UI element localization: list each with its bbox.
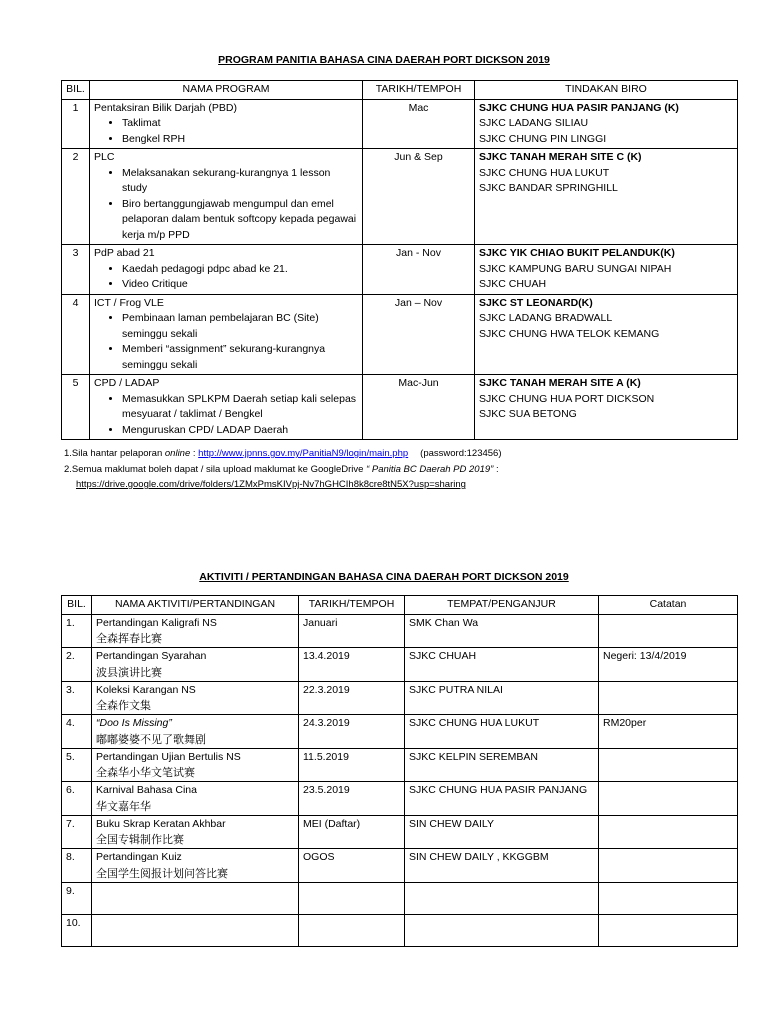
row-tempat: SJKC PUTRA NILAI	[405, 681, 599, 715]
row-nama	[92, 914, 299, 946]
table-row	[62, 748, 738, 782]
row-bil: 3	[62, 245, 90, 295]
row-nama	[92, 882, 299, 914]
biro-school: SJKC CHUNG PIN LINGGI	[479, 132, 607, 145]
row-biro	[475, 294, 738, 375]
row-biro	[475, 245, 738, 295]
activity-name-zh: 全森挥春比赛	[96, 632, 162, 645]
aktiviti-title: AKTIVITI / PERTANDINGAN BAHASA CINA DAERAH PORT DICKSON 2019	[199, 571, 569, 583]
biro-school: SJKC CHUNG HUA LUKUT	[479, 166, 610, 179]
table-row	[62, 294, 738, 375]
row-tempat: SJKC CHUNG HUA PASIR PANJANG	[405, 782, 599, 816]
row-tempat: SIN CHEW DAILY	[405, 815, 599, 849]
list-item: • Menguruskan CPD/ LADAP Daerah	[122, 423, 358, 439]
row-nama	[92, 849, 299, 883]
header-bil: BIL.	[62, 81, 90, 100]
row-program	[90, 99, 363, 149]
row-nama	[92, 648, 299, 682]
row-tempat: SJKC CHUAH	[405, 648, 599, 682]
activity-name-zh: 华文嘉年华	[96, 799, 151, 813]
row-bil: 6.	[62, 782, 92, 816]
notes	[64, 446, 502, 493]
program-name: Pentaksiran Bilik Darjah (PBD)	[94, 101, 237, 114]
note-2-text: 2.Semua maklumat boleh dapat / sila upload maklumat ke GoogleDrive	[64, 463, 367, 475]
note-1-colon: :	[190, 448, 199, 459]
table-row	[62, 715, 738, 749]
header-tempat: TEMPAT/PENGANJUR	[405, 596, 599, 615]
note-1	[64, 446, 502, 462]
row-tarikh: Januari	[299, 614, 405, 648]
row-catatan: RM20per	[599, 715, 738, 749]
list-item: • Taklimat	[122, 116, 358, 132]
activity-name: Pertandingan Syarahan	[96, 650, 207, 662]
biro-school: SJKC KAMPUNG BARU SUNGAI NIPAH	[479, 262, 672, 275]
row-biro	[475, 99, 738, 149]
aktiviti-table	[61, 595, 738, 947]
row-tempat	[405, 914, 599, 946]
table-row	[62, 782, 738, 816]
row-catatan	[599, 849, 738, 883]
list-item: • Bengkel RPH	[122, 132, 358, 148]
table-row	[62, 681, 738, 715]
row-tarikh: OGOS	[299, 849, 405, 883]
biro-school: SJKC TANAH MERAH SITE C (K)	[479, 151, 642, 163]
list-item: • Biro bertanggungjawab mengumpul dan emel pelaporan dalam bentuk softcopy kepada pegawai kerja m/p PPD	[122, 197, 358, 244]
drive-link[interactable]: https://drive.google.com/drive/folders/1ZMxPmsKIVpj-Nv7hGHCIh8k8cre8tN5X?usp=sharing	[76, 479, 466, 490]
row-nama	[92, 748, 299, 782]
header-tarikh: TARIKH/TEMPOH	[299, 596, 405, 615]
activity-name-zh: 全森作文集	[96, 699, 151, 712]
login-link[interactable]: http://www.jpnns.gov.my/PanitiaN9/login/main.php	[198, 448, 409, 459]
biro-school: SJKC CHUNG HUA PORT DICKSON	[479, 392, 655, 405]
row-tempat: SIN CHEW DAILY , KKGGBM	[405, 849, 599, 883]
row-bil: 4	[62, 294, 90, 375]
activity-name-zh: 嘟嘟婆婆不见了歌舞剧	[96, 732, 206, 746]
table-row	[62, 815, 738, 849]
biro-school: SJKC LADANG BRADWALL	[479, 312, 613, 324]
table-row	[62, 149, 738, 245]
table-row	[62, 99, 738, 149]
activity-name: Karnival Bahasa Cina	[96, 784, 197, 796]
header-catatan: Catatan	[599, 596, 738, 615]
row-tarikh	[299, 914, 405, 946]
row-bil: 1	[62, 99, 90, 149]
program-name: PdP abad 21	[94, 247, 155, 259]
note-2-drive-name: “ Panitia BC Daerah PD 2019”	[366, 463, 494, 475]
table-row	[62, 914, 738, 946]
program-bullets	[94, 166, 358, 244]
program-bullets	[94, 311, 358, 373]
row-tempat: SMK Chan Wa	[405, 614, 599, 648]
row-catatan	[599, 748, 738, 782]
activity-name: Pertandingan Kuiz	[96, 851, 182, 863]
row-tarikh: 11.5.2019	[299, 748, 405, 782]
program-bullets	[94, 116, 358, 147]
table-row	[62, 614, 738, 648]
table-row	[62, 648, 738, 682]
row-tarikh: 24.3.2019	[299, 715, 405, 749]
table-row	[62, 245, 738, 295]
row-program	[90, 375, 363, 440]
row-program	[90, 294, 363, 375]
biro-school: SJKC LADANG SILIAU	[479, 117, 589, 129]
list-item: • Melaksanakan sekurang-kurangnya 1 lesson study	[122, 166, 358, 197]
table-row	[62, 375, 738, 440]
activity-name-zh: 波县演讲比赛	[96, 665, 162, 679]
note-1-online: online	[164, 448, 191, 459]
biro-school: SJKC BANDAR SPRINGHILL	[479, 182, 618, 194]
biro-school: SJKC CHUNG HWA TELOK KEMANG	[479, 327, 660, 340]
note-1-text: 1.Sila hantar pelaporan	[64, 448, 165, 459]
row-bil: 3.	[62, 681, 92, 715]
list-item: • Memasukkan SPLKPM Daerah setiap kali selepas mesyuarat / taklimat / Bengkel	[122, 392, 358, 423]
row-tarikh: Jan – Nov	[363, 294, 475, 375]
biro-school: SJKC SUA BETONG	[479, 408, 577, 420]
biro-school: SJKC ST LEONARD(K)	[479, 296, 593, 309]
table-row	[62, 849, 738, 883]
program-name: PLC	[94, 151, 115, 163]
header-nama-aktiviti: NAMA AKTIVITI/PERTANDINGAN	[92, 596, 299, 615]
program-name: CPD / LADAP	[94, 377, 160, 389]
table-row	[62, 882, 738, 914]
biro-school: SJKC YIK CHIAO BUKIT PELANDUK(K)	[479, 247, 675, 259]
program-bullets	[94, 262, 358, 293]
activity-name-zh: 全森华小华文笔试赛	[96, 766, 195, 779]
row-tarikh: 22.3.2019	[299, 681, 405, 715]
row-catatan	[599, 614, 738, 648]
row-program	[90, 245, 363, 295]
row-tempat: SJKC KELPIN SEREMBAN	[405, 748, 599, 782]
row-bil: 8.	[62, 849, 92, 883]
header-tarikh: TARIKH/TEMPOH	[363, 81, 475, 100]
row-catatan	[599, 882, 738, 914]
program-bullets	[94, 392, 358, 439]
row-tempat: SJKC CHUNG HUA LUKUT	[405, 715, 599, 749]
header-tindakan-biro: TINDAKAN BIRO	[475, 81, 738, 100]
row-tarikh: 23.5.2019	[299, 782, 405, 816]
row-bil: 9.	[62, 882, 92, 914]
row-program	[90, 149, 363, 245]
activity-name: Koleksi Karangan NS	[96, 683, 196, 696]
activity-name-zh: 全国学生阅报计划问答比赛	[96, 866, 228, 880]
row-nama	[92, 681, 299, 715]
row-catatan: Negeri: 13/4/2019	[599, 648, 738, 682]
program-table	[61, 80, 738, 440]
header-nama-program: NAMA PROGRAM	[90, 81, 363, 100]
row-tarikh: 13.4.2019	[299, 648, 405, 682]
program-title: PROGRAM PANITIA BAHASA CINA DAERAH PORT DICKSON 2019	[218, 54, 550, 66]
row-nama	[92, 815, 299, 849]
row-nama	[92, 782, 299, 816]
activity-name-zh: 全国专辑制作比赛	[96, 833, 184, 846]
header-bil: BIL.	[62, 596, 92, 615]
note-2	[64, 462, 502, 478]
list-item: • Memberi “assignment” sekurang-kurangnya seminggu sekali	[122, 342, 358, 373]
note-1-password: (password:123456)	[420, 448, 502, 459]
biro-school: SJKC CHUAH	[479, 278, 547, 290]
row-tarikh: Jun & Sep	[363, 149, 475, 245]
program-name: ICT / Frog VLE	[94, 296, 164, 309]
row-tempat	[405, 882, 599, 914]
row-bil: 4.	[62, 715, 92, 749]
list-item: • Pembinaan laman pembelajaran BC (Site) seminggu sekali	[122, 311, 358, 342]
row-bil: 5	[62, 375, 90, 440]
row-biro	[475, 149, 738, 245]
biro-school: SJKC TANAH MERAH SITE A (K)	[479, 377, 641, 389]
biro-school: SJKC CHUNG HUA PASIR PANJANG (K)	[479, 101, 679, 114]
row-bil: 2	[62, 149, 90, 245]
row-tarikh: Mac	[363, 99, 475, 149]
row-bil: 10.	[62, 914, 92, 946]
row-nama	[92, 715, 299, 749]
row-bil: 5.	[62, 748, 92, 782]
row-tarikh: MEI (Daftar)	[299, 815, 405, 849]
list-item: • Kaedah pedagogi pdpc abad ke 21.	[122, 262, 358, 278]
row-bil: 7.	[62, 815, 92, 849]
row-biro	[475, 375, 738, 440]
note-2-colon: :	[493, 463, 499, 475]
row-catatan	[599, 815, 738, 849]
aktiviti-table-header	[62, 596, 738, 615]
row-tarikh: Mac-Jun	[363, 375, 475, 440]
row-catatan	[599, 782, 738, 816]
activity-name: Pertandingan Ujian Bertulis NS	[96, 750, 241, 763]
activity-name: Buku Skrap Keratan Akhbar	[96, 817, 226, 830]
activity-name: “Doo Is Missing”	[96, 717, 172, 729]
row-catatan	[599, 914, 738, 946]
activity-name: Pertandingan Kaligrafi NS	[96, 616, 217, 629]
list-item: • Video Critique	[122, 277, 358, 293]
row-tarikh	[299, 882, 405, 914]
program-table-header	[62, 81, 738, 100]
row-bil: 1.	[62, 614, 92, 648]
row-tarikh: Jan - Nov	[363, 245, 475, 295]
row-nama	[92, 614, 299, 648]
row-bil: 2.	[62, 648, 92, 682]
row-catatan	[599, 681, 738, 715]
